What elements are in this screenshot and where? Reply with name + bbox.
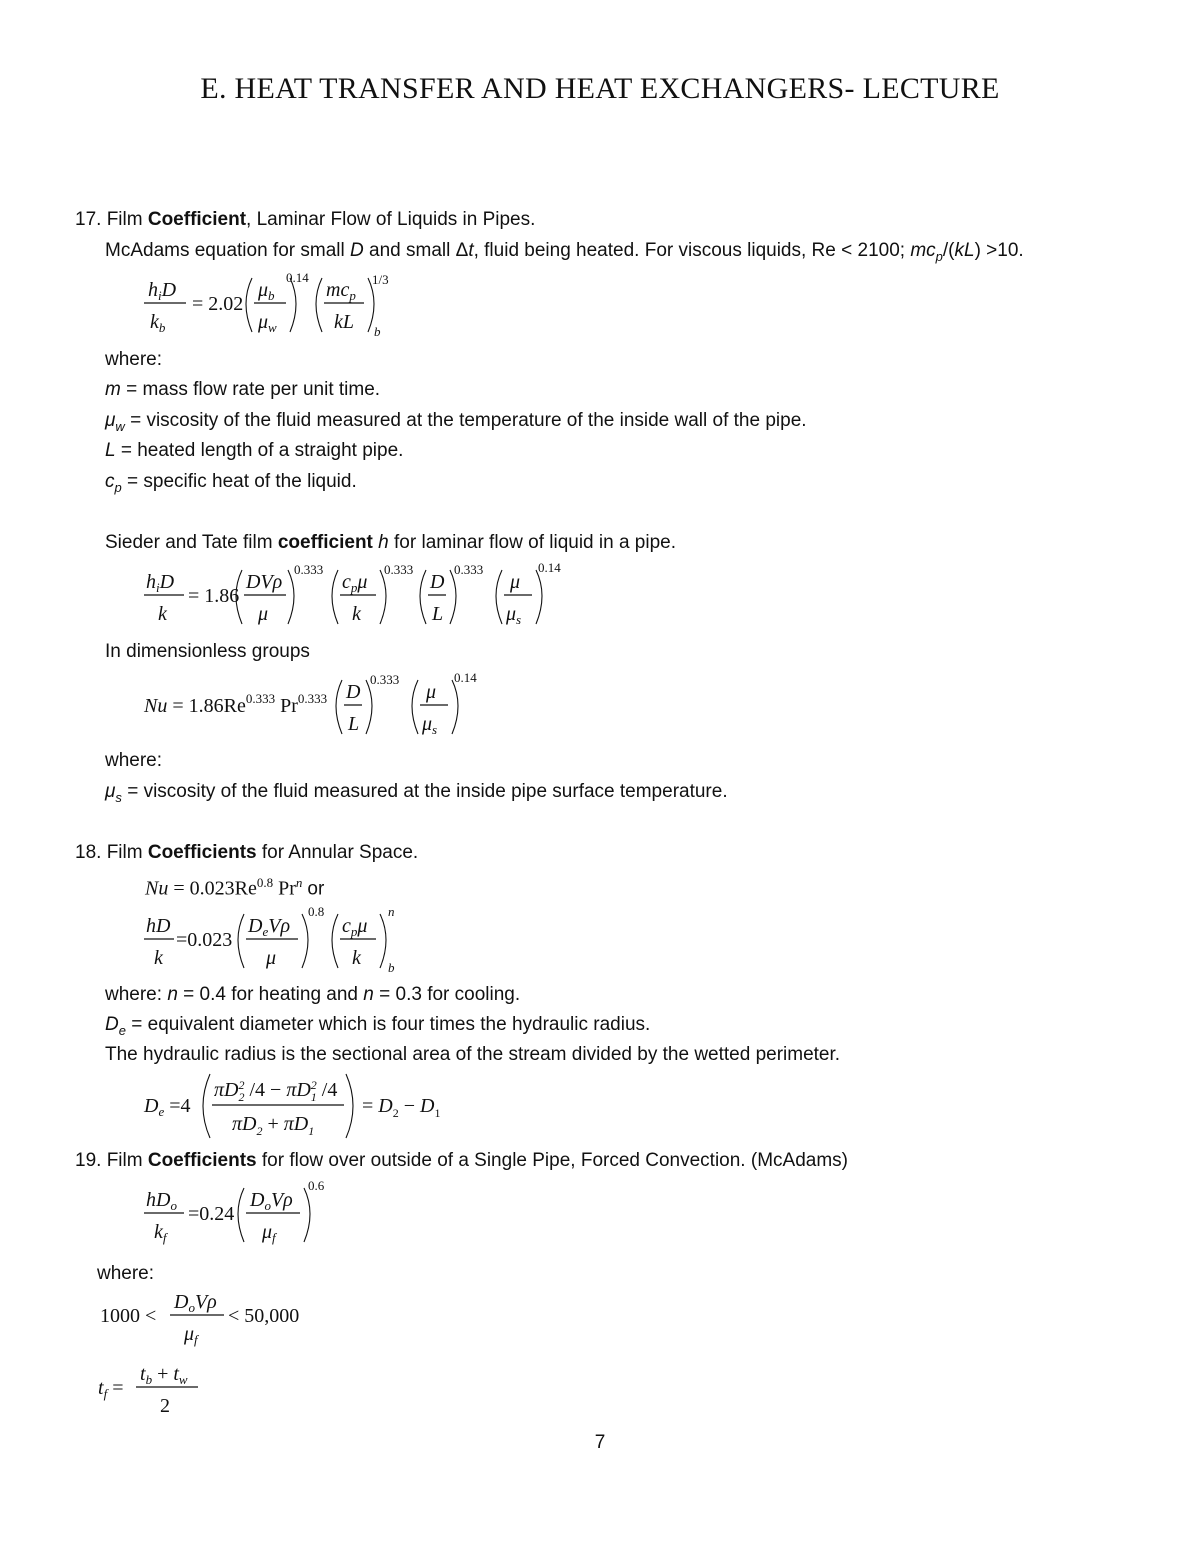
svg-text:L: L: [348, 713, 360, 735]
svg-text:hiD: $h_iD$: [148, 279, 177, 303]
svg-text:tf =: $t_f$ =: [98, 1377, 124, 1401]
svg-text:1/3: 1/3: [372, 272, 389, 287]
section-19-heading: 19. Film Coefficients for flow over outside of a Single Pipe, Forced Convection. (McAdams): [75, 1150, 848, 1171]
svg-text:μs: $\mu_s$: [422, 713, 438, 737]
svg-text:0.6: 0.6: [308, 1178, 325, 1193]
svg-text:D: D: [430, 571, 445, 593]
svg-text:πD22 /4 − πD12 /4: $\pi D_22$ $/4 - \pi D_12$ /4: [214, 1078, 338, 1104]
svg-text:kb: $k_b$: [150, 311, 166, 335]
definition-cp: $c_p$ = specific heat of the liquid.: [105, 471, 357, 495]
dimensionless-label: In dimensionless groups: [105, 641, 310, 662]
svg-text:0.14: 0.14: [454, 670, 477, 685]
svg-text:μf: $\mu_f$: [184, 1323, 198, 1347]
svg-text:0.14: 0.14: [538, 560, 561, 575]
svg-text:k: k: [154, 947, 163, 969]
svg-text:0.333: 0.333: [384, 562, 414, 577]
svg-text:k: k: [352, 947, 361, 969]
svg-text:=0.24: =0.24: [188, 1203, 235, 1225]
svg-text:0.8: 0.8: [308, 904, 325, 919]
svg-text:cpμ: $c_p\mu$: [342, 915, 368, 939]
section-17-intro: McAdams equation for small D and small Δt, fluid being heated. For viscous liquids, Re < 2100; $mc_p/(kL) >10$.: [105, 240, 1024, 264]
svg-text:D: D: [346, 681, 361, 703]
svg-text:DoVρ: $D_oV\rho$: [174, 1291, 217, 1315]
sieder-tate-intro: Sieder and Tate film coefficient h for laminar flow of liquid in a pipe.: [105, 532, 677, 553]
svg-text:DVρ: DVρ: [246, 571, 283, 593]
svg-text:= 2.02: = 2.02: [192, 293, 244, 315]
svg-text:= D2 − D1: = $D_2 - D_1$: [362, 1095, 441, 1120]
svg-text:L: L: [432, 603, 444, 625]
svg-text:=0.023: =0.023: [176, 929, 233, 951]
equation-equivalent-diameter: [140, 1070, 460, 1142]
svg-text:k: k: [352, 603, 361, 625]
svg-text:μ: μ: [426, 681, 437, 703]
where-n-values: where: n = 0.4 for heating and n = 0.3 for cooling.: [105, 984, 521, 1005]
svg-text:mcp: $mc_p$: [326, 279, 356, 303]
definition-mu-w: $\mu_w$ = viscosity of the fluid measured at the temperature of the inside wall of the pipe.: [105, 410, 807, 434]
section-18-heading: 18. Film Coefficients for Annular Space.: [75, 842, 419, 863]
equation-film-temperature: [98, 1360, 218, 1420]
svg-text:2: 2: [160, 1395, 170, 1417]
hydraulic-radius-definition: The hydraulic radius is the sectional area of the stream divided by the wetted perimeter.: [105, 1044, 841, 1065]
equation-sieder-tate: [140, 560, 580, 632]
svg-text:cpμ: $c_p\mu$: [342, 571, 368, 595]
svg-text:kL: kL: [334, 311, 354, 333]
svg-text:k: k: [158, 603, 167, 625]
definition-L: L = heated length of a straight pipe.: [105, 440, 404, 461]
page-title: E. HEAT TRANSFER AND HEAT EXCHANGERS- LECTURE: [200, 72, 1000, 105]
section-17-heading: 17. Film Coefficient, Laminar Flow of Liquids in Pipes.: [75, 209, 536, 230]
svg-text:hiD: $h_iD$: [146, 571, 175, 595]
svg-text:μ: μ: [266, 947, 277, 969]
svg-text:μs: $\mu_s$: [506, 603, 522, 627]
svg-text:= 1.86: = 1.86: [188, 585, 240, 607]
equation-single-pipe: [140, 1178, 340, 1250]
svg-text:kf: $k_f$: [154, 1221, 167, 1245]
svg-text:< 50,000: < 50,000: [228, 1305, 300, 1327]
where-label-2: where:: [105, 750, 163, 771]
equation-annular-film-coefficient: [140, 904, 420, 976]
page-number: 7: [594, 1432, 606, 1453]
definition-De: $D_e$ = equivalent diameter which is four times the hydraulic radius.: [105, 1014, 651, 1038]
svg-text:DeVρ: $D_eV\rho$: [248, 915, 291, 939]
equation-nusselt-annular: $Nu = 0.023Re^{0.8}$ Pr$^n$ or: [145, 875, 325, 900]
svg-text:μ: μ: [258, 603, 269, 625]
svg-text:Nu = 1.86Re0.333 Pr0.333: $Nu = 1.86Re^{0.333}$ $Pr^{0.333}$: [144, 691, 328, 717]
svg-text:0.14: 0.14: [286, 270, 309, 285]
svg-text:hDo: $hD_o$: [146, 1189, 177, 1213]
svg-text:b: b: [388, 960, 395, 975]
equation-mcadams-laminar: [140, 270, 400, 345]
svg-text:0.333: 0.333: [294, 562, 324, 577]
svg-text:μf: $\mu_f$: [262, 1221, 276, 1245]
svg-text:De =4: $D_e =4$: [144, 1095, 191, 1119]
svg-text:n: n: [388, 904, 395, 919]
svg-text:πD2 + πD1: $\pi D_2 + \pi D_1$: [232, 1113, 315, 1138]
where-label-3: where:: [97, 1263, 155, 1284]
definition-m: m = mass flow rate per unit time.: [105, 379, 381, 400]
svg-text:DoVρ: $D_oV\rho$: [250, 1189, 293, 1213]
svg-text:tb + tw: $t_b + t_w$: [140, 1363, 188, 1387]
svg-text:μ: μ: [510, 571, 521, 593]
svg-text:μb: $\mu_b$: [258, 279, 275, 303]
where-label: where:: [105, 349, 163, 370]
svg-text:μw: $\mu_w$: [258, 311, 277, 335]
svg-text:b: b: [374, 324, 381, 339]
svg-text:1000 <: 1000 <: [100, 1305, 157, 1327]
svg-text:0.333: 0.333: [454, 562, 484, 577]
svg-text:hD: hD: [146, 915, 171, 937]
svg-text:0.333: 0.333: [370, 672, 400, 687]
equation-reynolds-range: [100, 1288, 320, 1348]
equation-nusselt-laminar: [140, 670, 500, 742]
definition-mu-s: $\mu_s$ = viscosity of the fluid measured at the inside pipe surface temperature.: [105, 781, 728, 805]
